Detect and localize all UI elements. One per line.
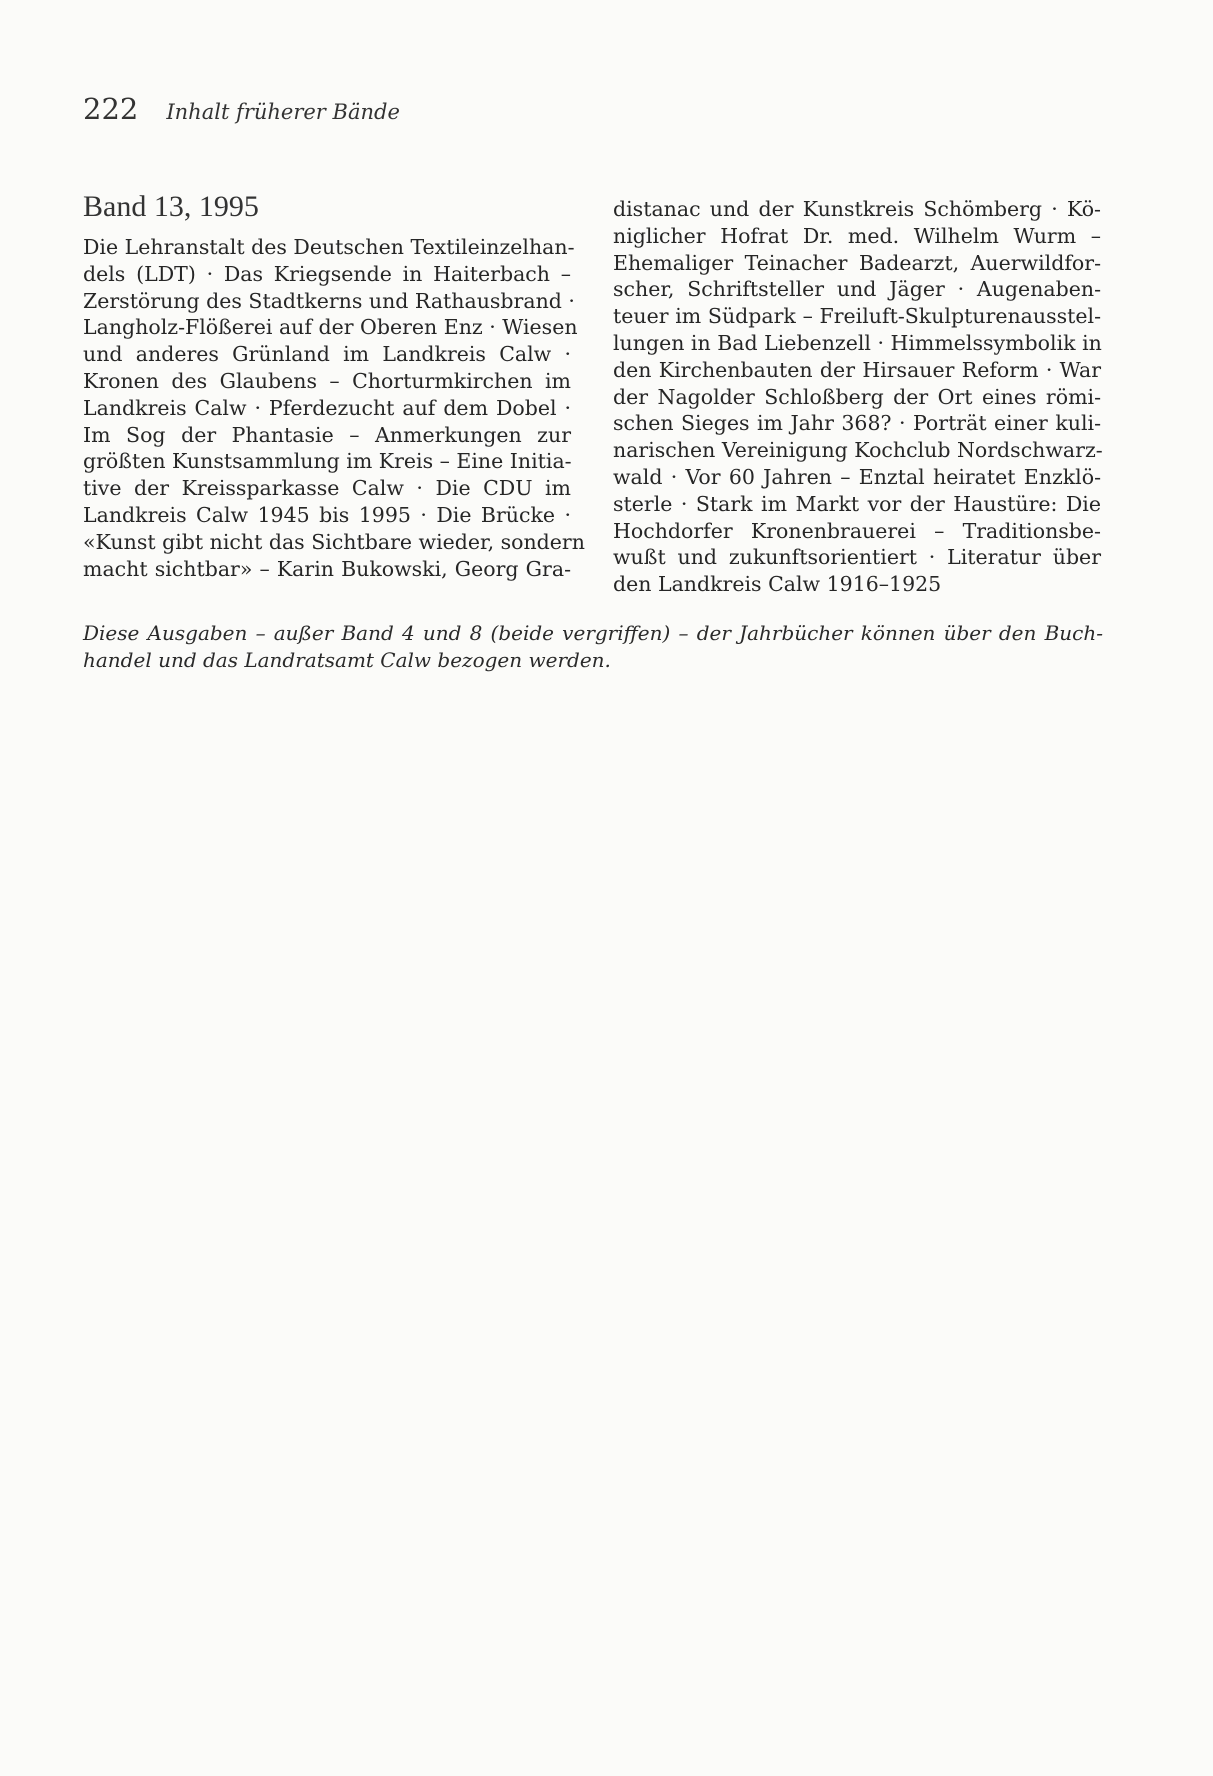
text-line: Zerstörung des Stadtkerns und Rathausbrand · <box>83 288 575 313</box>
page-number: 222 <box>83 92 139 126</box>
text-line: und anderes Grünland im Landkreis Calw · <box>83 342 571 367</box>
text-line: narischen Vereinigung Kochclub Nordschwarz- <box>613 438 1103 463</box>
page-header <box>83 92 400 126</box>
text-line: lungen in Bad Liebenzell · Himmelssymbolik in <box>613 330 1102 355</box>
text-line: Die Lehranstalt des Deutschen Textileinzelhan- <box>83 235 575 259</box>
running-title: Inhalt früherer Bände <box>166 100 400 124</box>
text-line: Ehemaliger Teinacher Badearzt, Auerwildfor- <box>613 250 1101 275</box>
left-column <box>83 190 585 582</box>
text-line: sterle · Stark im Markt vor der Haustüre: Die <box>613 491 1101 516</box>
text-line: Landkreis Calw 1945 bis 1995 · Die Brücke · <box>83 502 571 527</box>
text-line: größten Kunstsammlung im Kreis – Eine Initia- <box>83 449 572 474</box>
text-line: Langholz-Flößerei auf der Oberen Enz · Wiesen <box>83 315 578 340</box>
show-through-text <box>83 660 563 1590</box>
text-line: «Kunst gibt nicht das Sichtbare wieder, sondern <box>83 529 585 554</box>
footnote-line: Diese Ausgaben – außer Band 4 und 8 (beide vergriffen) – der Jahrbücher können über den Buch- <box>83 621 1103 645</box>
text-line: niglicher Hofrat Dr. med. Wilhelm Wurm – <box>613 223 1101 248</box>
right-column <box>613 196 1101 598</box>
text-line: wußt und zukunftsorientiert · Literatur über <box>613 545 1101 570</box>
text-line: schen Sieges im Jahr 368? · Porträt einer kuli- <box>613 411 1101 436</box>
text-line: Landkreis Calw · Pferdezucht auf dem Dobel · <box>83 395 571 420</box>
show-through-text <box>600 640 1080 1590</box>
text-line: tive der Kreissparkasse Calw · Die CDU im <box>83 476 571 501</box>
text-line: macht sichtbar» – Karin Bukowski, Georg Gra- <box>83 556 571 581</box>
section-heading: Band 13, 1995 <box>83 190 259 223</box>
text-line: distanac und der Kunstkreis Schömberg · Kö- <box>613 197 1101 221</box>
text-line: Hochdorfer Kronenbrauerei – Traditionsbe- <box>613 518 1101 543</box>
footnote <box>83 620 1103 674</box>
text-line: Kronen des Glaubens – Chorturmkirchen im <box>83 368 571 393</box>
text-line: teuer im Südpark – Freiluft-Skulpturenausstel- <box>613 304 1101 329</box>
text-line: den Landkreis Calw 1916–1925 <box>613 572 942 597</box>
text-line: Im Sog der Phantasie – Anmerkungen zur <box>83 422 571 447</box>
footnote-line: handel und das Landratsamt Calw bezogen werden. <box>83 648 611 672</box>
text-line: wald · Vor 60 Jahren – Enztal heiratet Enzklö- <box>613 464 1101 489</box>
text-line: der Nagolder Schloßberg der Ort eines römi- <box>613 384 1101 409</box>
text-line: dels (LDT) · Das Kriegsende in Haiterbach – <box>83 261 571 286</box>
text-line: den Kirchenbauten der Hirsauer Reform · War <box>613 357 1101 382</box>
text-line: scher, Schriftsteller und Jäger · Augenaben- <box>613 277 1101 302</box>
left-column-text <box>83 234 585 582</box>
